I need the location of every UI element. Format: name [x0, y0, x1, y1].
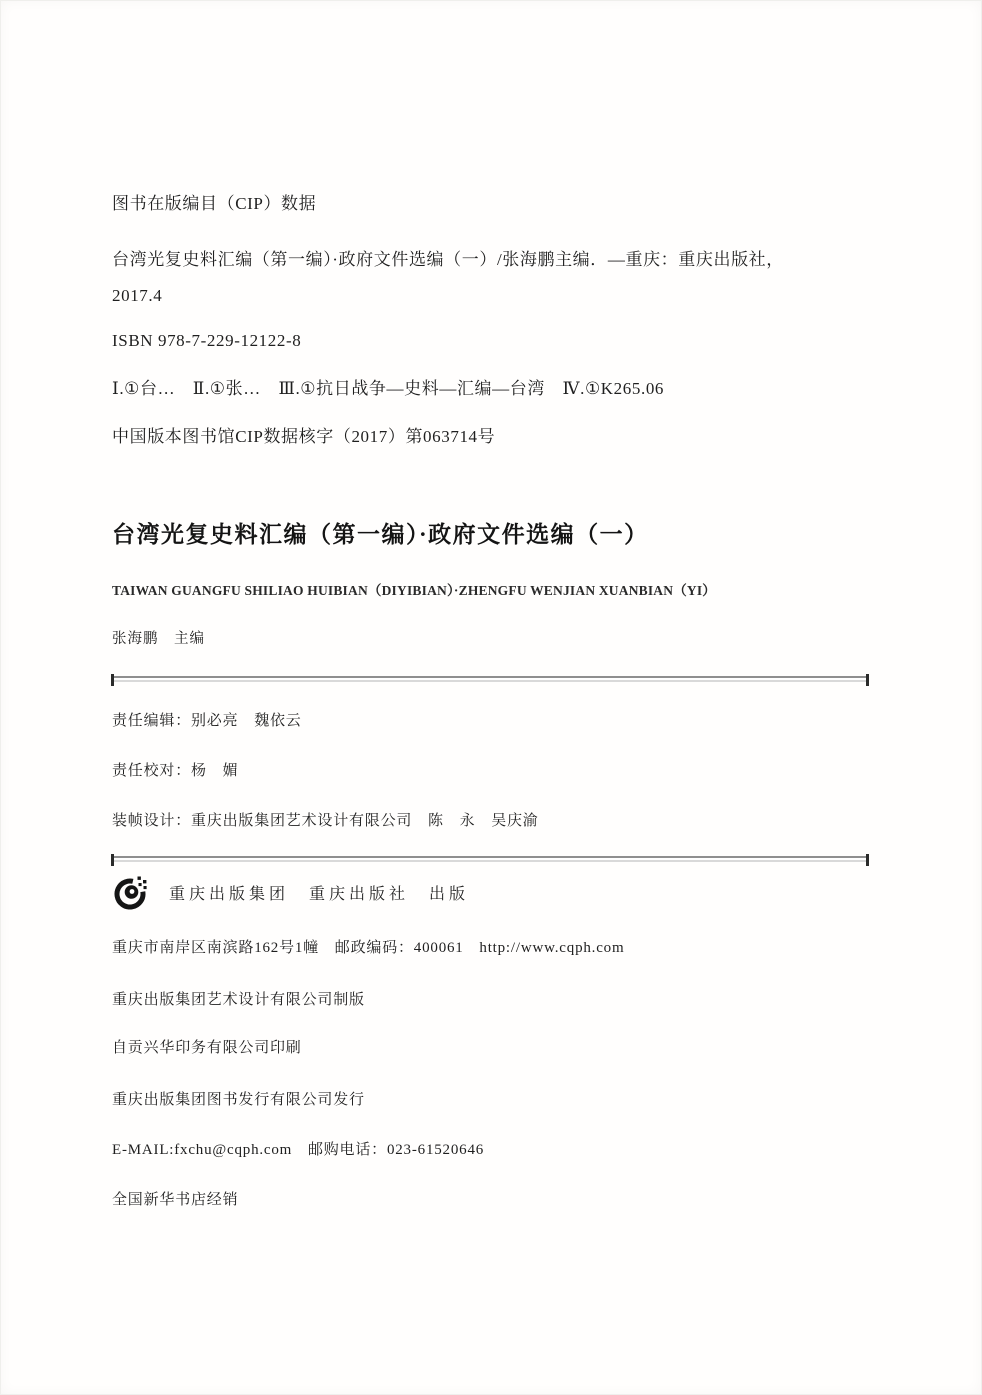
isbn-line: ISBN 978-7-229-12122-8: [112, 331, 302, 350]
plate-making-line: 重庆出版集团艺术设计有限公司制版: [112, 992, 365, 1008]
retail-line: 全国新华书店经销: [112, 1192, 239, 1208]
binding-design-line: 装帧设计：重庆出版集团艺术设计有限公司 陈 永 吴庆渝: [112, 813, 539, 829]
chief-editor-line: 张海鹏 主编: [112, 631, 205, 647]
divider-top: [112, 676, 868, 682]
responsible-proofreader-line: 责任校对：杨 媚: [112, 763, 239, 779]
publish-line: 重庆出版集团 重庆出版社 出版: [169, 885, 470, 903]
publisher-address-line: 重庆市南岸区南滨路162号1幢 邮政编码：400061 http://www.cqph.com: [112, 940, 625, 956]
chongqing-publishing-group-logo-icon: [112, 872, 152, 912]
email-phone-line: E-MAIL:fxchu@cqph.com 邮购电话：023-61520646: [112, 1142, 485, 1158]
cip-bibliography-line2: 2017.4: [112, 286, 163, 305]
publisher-row: [112, 872, 868, 912]
divider-bottom: [112, 856, 868, 862]
cip-registry-line: 中国版本图书馆CIP数据核字（2017）第063714号: [112, 427, 496, 446]
cip-bibliography-line1: 台湾光复史料汇编（第一编）·政府文件选编（一）/张海鹏主编．—重庆：重庆出版社，: [112, 250, 784, 269]
responsible-editor-line: 责任编辑：别必亮 魏依云: [112, 713, 302, 729]
cip-header: 图书在版编目（CIP）数据: [112, 194, 317, 213]
book-title: 台湾光复史料汇编（第一编）·政府文件选编（一）: [112, 522, 649, 547]
distribution-line: 重庆出版集团图书发行有限公司发行: [112, 1092, 365, 1108]
printing-line: 自贡兴华印务有限公司印刷: [112, 1040, 302, 1056]
book-title-pinyin: TAIWAN GUANGFU SHILIAO HUIBIAN（DIYIBIAN）·ZHENGFU WENJIAN XUANBIAN（YI）: [112, 583, 716, 598]
cip-classification-line: Ⅰ.①台… Ⅱ.①张… Ⅲ.①抗日战争—史料—汇编—台湾 Ⅳ.①K265.06: [112, 379, 665, 398]
